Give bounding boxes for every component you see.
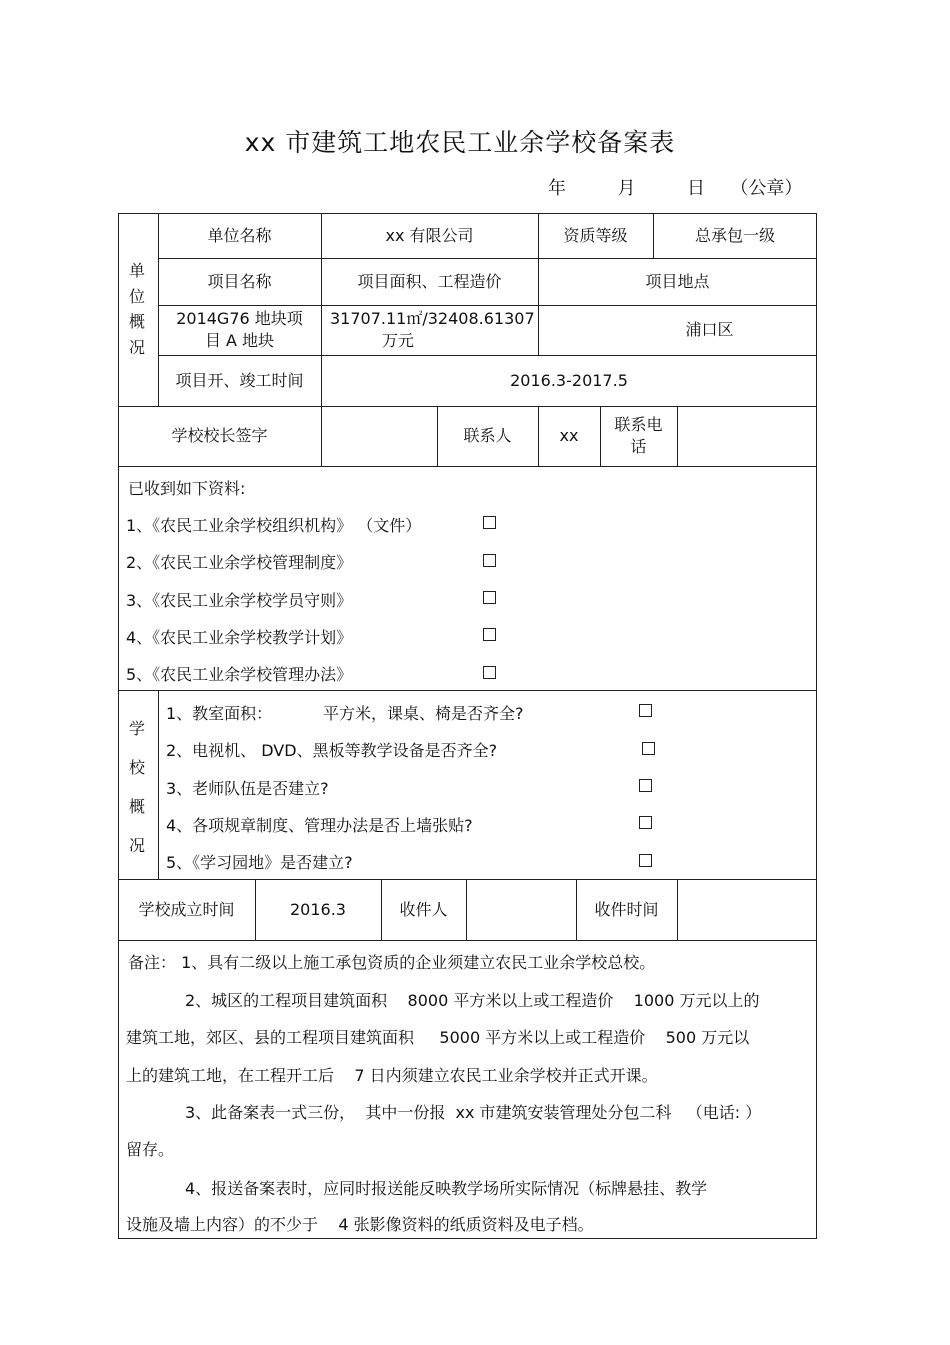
contact-value: xx	[559, 426, 579, 445]
school-label-char: 概	[128, 797, 145, 816]
school-item: 5、《学习园地》是否建立?	[166, 853, 353, 872]
received-checkbox[interactable]	[483, 516, 496, 529]
school-checkbox[interactable]	[642, 742, 655, 755]
location-value: 浦口区	[685, 320, 734, 339]
note-line: 留存。	[126, 1140, 175, 1159]
school-label-char: 学	[128, 719, 145, 738]
receiver-label: 收件人	[399, 899, 448, 919]
unit-label-char: 概	[128, 312, 145, 332]
school-label-char: 况	[128, 836, 145, 855]
received-time-field[interactable]	[677, 879, 817, 940]
area-cost-value	[321, 305, 538, 355]
qualification-label: 资质等级	[563, 225, 628, 245]
received-item: 5、《农民工业余学校管理办法》	[126, 665, 353, 684]
received-item: 3、《农民工业余学校学员守则》	[126, 591, 353, 610]
received-item: 1、《农民工业余学校组织机构》 （文件）	[126, 516, 422, 535]
note-line: 4、报送备案表时，应同时报送能反映教学场所实际情况（标牌悬挂、教学	[185, 1179, 708, 1198]
phone-label-line: 话	[630, 437, 647, 456]
founded-label: 学校成立时间	[138, 899, 235, 919]
school-checkbox[interactable]	[639, 816, 652, 829]
school-checkbox[interactable]	[639, 854, 652, 867]
school-item: 4、各项规章制度、管理办法是否上墙张贴?	[166, 816, 473, 835]
school-item: 2、电视机、 DVD、黑板等教学设备是否齐全?	[166, 741, 498, 760]
receiver-field[interactable]	[466, 879, 576, 940]
period-value: 2016.3-2017.5	[510, 370, 628, 390]
school-checkbox[interactable]	[639, 704, 652, 717]
school-section-label	[120, 716, 154, 856]
month-label: 月	[617, 178, 636, 199]
note-line: 上的建筑工地，在工程开工后 7 日内须建立农民工业余学校并正式开课。	[126, 1066, 658, 1085]
seal-label: （公章）	[730, 178, 803, 199]
unit-name-label: 单位名称	[207, 225, 272, 245]
phone-label-line: 联系电	[614, 415, 663, 434]
principal-sign-label: 学校校长签字	[171, 426, 268, 445]
founded-value: 2016.3	[290, 899, 346, 919]
project-name-line: 2014G76 地块项	[176, 309, 303, 328]
received-heading: 已收到如下资料:	[128, 479, 246, 498]
area-cost-line: 万元	[382, 331, 415, 350]
received-item: 2、《农民工业余学校管理制度》	[126, 553, 353, 572]
unit-label-char: 位	[128, 286, 145, 306]
received-time-label: 收件时间	[594, 899, 659, 919]
note-line: 建筑工地，郊区、县的工程项目建筑面积 5000 平方米以上或工程造价 500 万元以	[126, 1028, 750, 1047]
area-cost-label: 项目面积、工程造价	[357, 271, 502, 291]
day-label: 日	[686, 178, 705, 199]
school-item: 1、教室面积： 平方米，课桌、椅是否齐全?	[166, 704, 524, 723]
note-line: 3、此备案表一式三份， 其中一份报 xx 市建筑安装管理处分包二科 （电话: ）	[185, 1103, 762, 1122]
area-cost-line: 31707.11㎡/32408.61307	[330, 309, 535, 328]
qualification-value: 总承包一级	[694, 225, 775, 245]
period-label: 项目开、竣工时间	[175, 370, 304, 390]
received-checkbox[interactable]	[483, 591, 496, 604]
project-name-label: 项目名称	[207, 271, 272, 291]
school-item: 3、老师队伍是否建立?	[166, 779, 329, 798]
note-line: 备注： 1、具有二级以上施工承包资质的企业须建立农民工业余学校总校。	[128, 953, 656, 972]
received-item: 4、《农民工业余学校教学计划》	[126, 628, 353, 647]
contact-label: 联系人	[463, 426, 512, 445]
unit-section-label	[120, 258, 154, 358]
school-checkbox[interactable]	[639, 779, 652, 792]
unit-label-char: 单	[128, 261, 145, 280]
project-name-line: 目 A 地块	[204, 331, 275, 350]
note-line: 2、城区的工程项目建筑面积 8000 平方米以上或工程造价 1000 万元以上的	[185, 991, 760, 1010]
received-checkbox[interactable]	[483, 666, 496, 679]
unit-label-char: 况	[128, 337, 145, 357]
form-title: xx 市建筑工地农民工业余学校备案表	[244, 128, 676, 157]
received-checkbox[interactable]	[483, 554, 496, 567]
date-line	[548, 174, 802, 200]
principal-sign-field[interactable]	[321, 406, 437, 466]
location-label: 项目地点	[645, 271, 710, 291]
phone-field[interactable]	[677, 406, 817, 466]
phone-label	[600, 406, 677, 466]
project-name-value	[158, 305, 321, 355]
school-label-char: 校	[128, 758, 145, 777]
note-line: 设施及墙上内容）的不少于 4 张影像资料的纸质资料及电子档。	[126, 1215, 594, 1234]
unit-name-value: xx 有限公司	[385, 225, 474, 245]
received-checkbox[interactable]	[483, 628, 496, 641]
year-label: 年	[548, 178, 566, 199]
